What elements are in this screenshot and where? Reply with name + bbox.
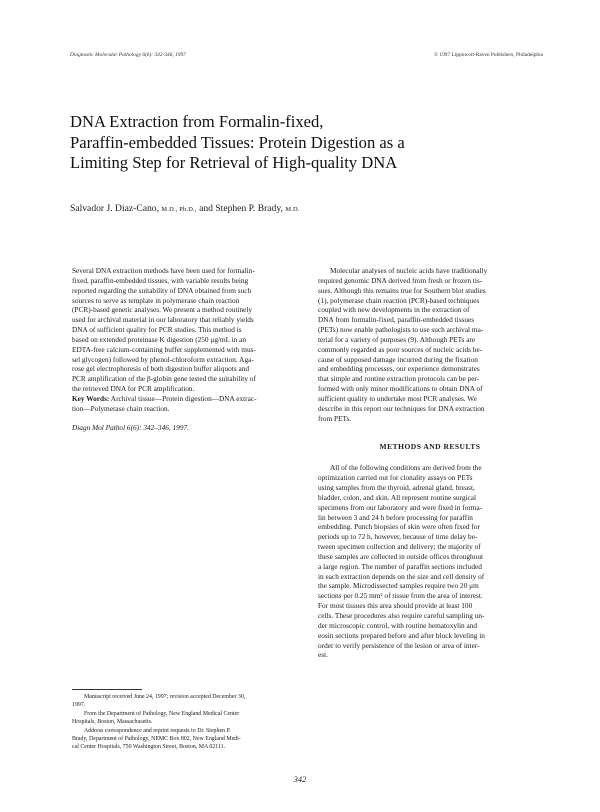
footnote-correspondence [72,727,298,752]
introduction-paragraph [318,266,542,424]
author-name: Salvador J. Diaz-Cano, [70,203,159,214]
left-column [72,266,298,433]
text-line: All of the following conditions are derived from the [330,463,482,473]
text-line: lin between 3 and 24 h before processing for paraffin [318,512,473,522]
text-line: sections per 0.25 mm² of tissue from the area of interest. [318,591,483,601]
text-line: sues. Although this remains true for Southern blot studies [318,285,486,295]
text-line: der microscopic control, with routine hematoxylin and [318,620,478,630]
section-heading: METHODS AND RESULTS [379,441,481,451]
abstract-line: used for archival material in our laboratory that reliably yields [72,315,254,325]
footnote-line: Address correspondence and reprint requests to Dr. Stephen P. [84,727,231,734]
footnote-line: Hospitals, Boston, Massachusetts. [72,719,153,726]
text-line: a large region. The number of paraffin sections included [318,561,482,571]
text-line: coupled with new developments in the extraction of [318,305,470,315]
text-line: cells. These procedures also require careful sampling un- [318,611,485,620]
text-line: (PETs) now enable pathologists to use such archival ma- [318,325,484,335]
text-line: tween specimen collection and delivery; the majority of [318,542,481,552]
key-words-label: Key Words: [72,393,110,403]
text-line: describe in this report our techniques for DNA extraction [318,403,485,413]
footnote-line: From the Department of Pathology, New England Medical Center [84,710,240,717]
methods-paragraph [318,463,542,660]
abstract-line: EDTA-free calcium-containing buffer supplemented with mus- [72,344,256,354]
author-line [70,203,300,214]
text-line: (1), polymerase chain reaction (PCR)-based techniques [318,295,480,305]
abstract-line: sel glycogen) followed by phenol-chloroform extraction. Aga- [72,354,254,364]
author-degrees: M.D., Ph.D., [161,206,197,213]
text-line: these samples are collected in outside offices throughout [318,551,484,561]
author-degrees: M.D. [285,206,300,213]
text-line: sufficient quality to undertake most PCR analyses. We [318,393,477,403]
footnote-line: Manuscript received June 24, 1997; revision accepted December 30, [84,694,246,700]
text-line: that simple and routine extraction protocols can be per- [318,374,480,384]
abstract-line: DNA of sufficient quality for PCR studies. This method is [72,325,242,335]
abstract-line: PCR amplification of the β-globin gene tested the suitability of [72,374,256,384]
abstract-line: sources to serve as template in polymerase chain reaction [72,295,240,305]
running-head-journal: Diagnostic Molecular Pathology 6(6): 342-346, 1997 [70,52,186,58]
page-number: 342 [293,774,307,784]
footnote-rule [72,689,142,690]
footnotes [72,689,298,752]
text-line: periods up to 72 h, however, because of time delay be- [318,532,478,542]
title-line: Limiting Step for Retrieval of High-quality DNA [70,153,398,172]
author-name: Stephen P. Brady, [215,203,283,214]
title-line: Paraffin-embedded Tissues: Protein Digestion as a [70,132,405,152]
footnote-line: 1997. [72,702,86,709]
text-line: eosin sections prepared before and after block leveling in [318,630,485,640]
abstract-line: based on extended proteinase K digestion (250 μg/mL in an [72,334,247,344]
footnote-received [72,693,298,710]
abstract-line: reported regarding the suitability of DNA obtained from such [72,285,252,295]
abstract [72,266,298,394]
text-line: terial for a variety of purposes (9). Although PETs are [318,334,476,344]
author-connector: and [199,203,213,214]
abstract-line: Several DNA extraction methods have been used for formalin- [72,266,255,275]
text-line: from PETs. [318,413,352,423]
right-column [318,266,542,660]
footnote-line: Brady, Department of Pathology, NEMC Box 802, New England Medi- [72,736,241,743]
running-head-copyright: © 1997 Lippincott-Raven Publishers, Philadelphia [433,52,543,58]
text-line: est. [318,650,328,660]
key-words-text: tion—Polymerase chain reaction. [72,403,170,413]
text-line: Molecular analyses of nucleic acids have traditionally [330,266,488,275]
text-line: optimization carried out for clonality assays on PETs [318,473,473,483]
footnote-line: cal Center Hospitals, 750 Washington Street, Boston, MA 02111. [72,744,226,751]
text-line: embedding. Punch biopsies of skin were often fixed for [318,522,480,532]
article-title [70,112,540,174]
text-line: bladder, colon, and skin. All represent routine surgical [318,492,477,502]
text-line: required genomic DNA derived from fresh or frozen tis- [318,275,483,285]
key-words [72,394,298,414]
text-line: DNA from formalin-fixed, paraffin-embedded tissues [318,315,475,325]
title-line: DNA Extraction from Formalin-fixed, [70,112,324,131]
text-line: specimens from our laboratory and were fixed in forma- [318,502,483,512]
text-line: the sample. Microdissected samples require two 20 μm [318,581,479,591]
abstract-line: the retrieved DNA for PCR amplification. [72,384,195,394]
key-words-text: Archival tissue—Protein digestion—DNA extrac- [110,393,257,403]
text-line: cause of supposed damage incurred during the fixation [318,354,478,364]
text-line: order to verify persistence of the lesion or area of inter- [318,640,480,650]
text-line: formed with only minor modifications to obtain DNA of [318,384,483,394]
abstract-line: fixed, paraffin-embedded tissues, with variable results being [72,275,249,285]
text-line: in each extraction depends on the size and cell density of [318,571,485,581]
text-line: For most tissues this area should provide at least 100 [318,601,473,611]
text-line: using samples from the thyroid, adrenal gland, breast, [318,483,475,493]
text-line: and embedding processes, our experience demonstrates [318,364,480,374]
text-line: commonly regarded as poor sources of nucleic acids be- [318,344,483,354]
footnote-affiliation [72,710,298,727]
abstract-line: (PCR)-based genetic analyses. We present a method routinely [72,305,253,315]
citation: Diagn Mol Pathol 6(6): 342–346, 1997. [72,422,189,432]
abstract-line: rose gel electrophoresis of both digestion buffer aliquots and [72,364,249,374]
